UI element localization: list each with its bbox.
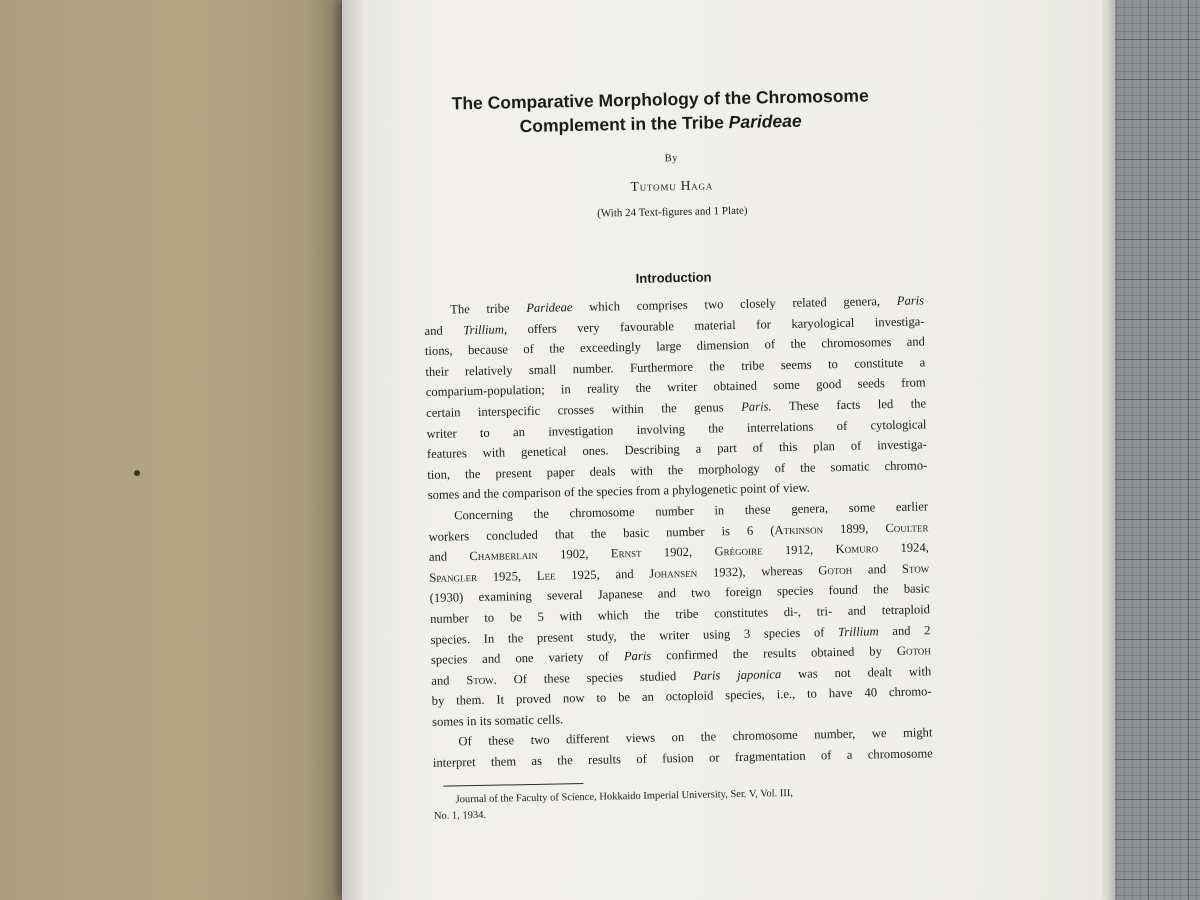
- author-citation: Coulter: [885, 519, 929, 535]
- text-run: 1912,: [762, 542, 836, 558]
- p2-line-10: by them. It proved now to be an octoploid species, i.e., to have 40 chromo-: [431, 684, 932, 709]
- title-line-1: The Comparative Morphology of the Chromosome: [451, 85, 869, 114]
- p1-line-10: somes and the comparison of the species from a phylogenetic point of view.: [427, 480, 810, 503]
- author-citation: Gotoh: [818, 562, 853, 578]
- footnote-rule: [443, 783, 583, 787]
- journal-page: [342, 0, 1102, 900]
- author-name: Tutomu Haga: [630, 177, 714, 194]
- text-run: . Of these species studied: [493, 668, 694, 687]
- cover-speck: [134, 470, 140, 476]
- text-run: The tribe: [450, 301, 527, 317]
- text-run: and: [852, 561, 903, 577]
- text-run: and: [424, 322, 464, 338]
- text-run: 1924,: [878, 540, 929, 556]
- text-run: species. In the present study, the writer using 3 species of: [430, 624, 839, 647]
- footnote-line-1: Journal of the Faculty of Science, Hokkaido Imperial University, Ser. V, Vol. III,: [455, 787, 794, 806]
- text-run: workers concluded that the basic number is 6 (: [428, 522, 775, 544]
- italic-run: Trillium: [837, 623, 879, 639]
- text-run: These facts led the: [771, 396, 927, 414]
- author-citation: Lee: [536, 568, 556, 583]
- author-citation: Atkinson: [774, 521, 824, 537]
- author-citation: Johansen: [649, 565, 698, 581]
- italic-run: Paris: [896, 293, 925, 308]
- author-citation: Stow: [466, 672, 494, 687]
- byline: By: [664, 153, 679, 165]
- italic-run: Paris: [623, 648, 652, 664]
- text-run: 1925,: [476, 568, 537, 584]
- figures-note: (With 24 Text-figures and 1 Plate): [597, 204, 748, 220]
- text-run: confirmed the results obtained by: [651, 644, 898, 663]
- text-run: which comprises two closely related genera,: [572, 293, 897, 315]
- author-citation: Chamberlain: [469, 547, 538, 564]
- text-run: species and one variety of: [430, 649, 625, 667]
- author-citation: Grégoire: [714, 543, 763, 559]
- p3-line-1: Of these two different views on the chromosome number, we might: [458, 725, 933, 749]
- author-citation: Ernst: [610, 545, 642, 561]
- paper-title: [430, 83, 891, 140]
- text-run: certain interspecific crosses within the genus: [426, 399, 742, 420]
- body-text: [424, 290, 933, 773]
- p1-line-9: tion, the present paper deals with the morphology of the somatic chromo-: [427, 458, 928, 482]
- text-run: offers very favourable material for karyological investiga-: [506, 313, 925, 336]
- text-run: and: [431, 672, 467, 688]
- p1-line-3: tions, because of the exceedingly large dimension of the chromosomes and: [424, 334, 926, 359]
- p2-line-5: (1930) examining several Japanese and two foreign species found the basic: [429, 581, 930, 606]
- author-citation: Stow: [901, 561, 930, 576]
- p1-line-4: their relatively small number. Furthermore the tribe seems to constitute a: [425, 355, 926, 379]
- text-run: and 2: [878, 622, 931, 638]
- p2-line-11: somes in its somatic cells.: [431, 712, 564, 729]
- text-run: 1902,: [641, 544, 715, 560]
- page-text-block: [420, 82, 934, 824]
- cutting-mat-grid: [1108, 0, 1200, 900]
- p1-line-8: features with genetical ones. Describing a part of this plan of investiga-: [426, 437, 927, 462]
- text-run: and: [428, 549, 470, 565]
- text-run: was not dealt with: [781, 663, 932, 681]
- title-line-2-italic: Parideae: [728, 110, 802, 133]
- text-run: 1925, and: [555, 566, 650, 583]
- p1-line-7: writer to an investigation involving the interrelations of cytological: [426, 416, 927, 441]
- footnote-line-2: No. 1, 1934.: [433, 809, 487, 822]
- p2-line-1: Concerning the chromosome number in these genera, some earlier: [453, 499, 929, 523]
- p1-line-5: comparium-population; in reality the writer obtained some good seeds from: [425, 375, 926, 400]
- italic-run: Paris.: [741, 399, 772, 414]
- italic-run: Paris japonica: [692, 666, 782, 683]
- p2-line-6: number to be 5 with which the tribe constitutes di-, tri- and tetraploid: [429, 602, 931, 626]
- author-citation: Gotoh: [896, 643, 931, 659]
- p3-line-2: interpret them as the results of fusion or fragmentation of a chromosome: [432, 746, 933, 770]
- author-citation: Spangler: [429, 569, 478, 585]
- left-page-cover: [0, 0, 352, 900]
- italic-run: Trillium,: [463, 321, 508, 337]
- text-run: 1899,: [822, 520, 886, 536]
- italic-run: Parideae: [526, 300, 573, 315]
- text-run: 1932), whereas: [697, 563, 819, 580]
- footnote: [433, 783, 934, 825]
- text-run: 1902,: [537, 546, 611, 562]
- author-citation: Komuro: [835, 541, 879, 557]
- title-line-2-prefix: Complement in the Tribe: [519, 112, 729, 137]
- section-heading: Introduction: [635, 269, 712, 286]
